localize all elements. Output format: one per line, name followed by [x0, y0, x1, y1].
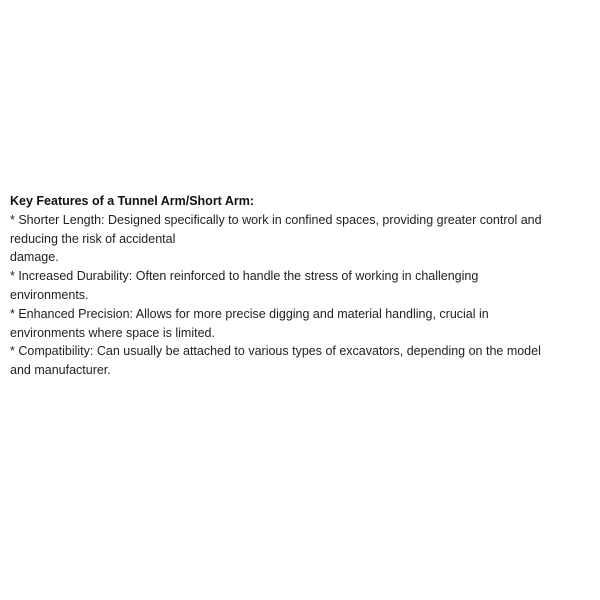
- feature-line: * Shorter Length: Designed specifically to work in confined spaces, providing greater control and: [10, 212, 542, 227]
- feature-line: * Compatibility: Can usually be attached to various types of excavators, depending on the model: [10, 344, 541, 359]
- section-heading: Key Features of a Tunnel Arm/Short Arm:: [10, 194, 255, 208]
- feature-line: reducing the risk of accidental: [10, 231, 176, 246]
- text-block: [10, 192, 592, 380]
- feature-line: damage.: [10, 250, 59, 265]
- feature-line: and manufacturer.: [10, 363, 111, 378]
- feature-line: environments where space is limited.: [10, 325, 215, 340]
- feature-line: * Enhanced Precision: Allows for more precise digging and material handling, crucial in: [10, 306, 489, 321]
- feature-line: environments.: [10, 287, 89, 302]
- feature-line: * Increased Durability: Often reinforced to handle the stress of working in challenging: [10, 269, 479, 284]
